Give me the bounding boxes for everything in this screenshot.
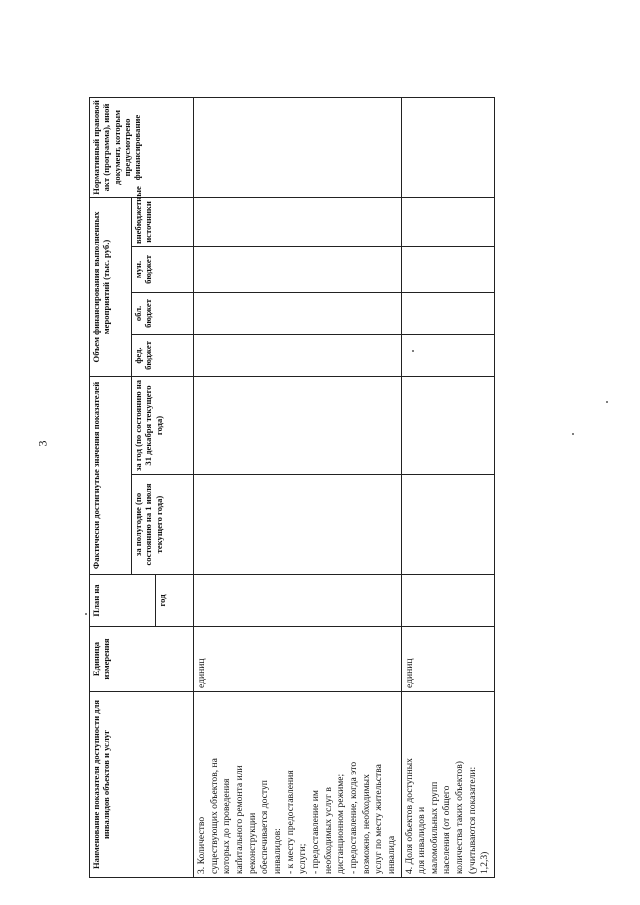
text-line: - предоставление, когда это [347,761,359,874]
rotated-table-wrapper [89,98,491,878]
header-fed: фед. бюджет [132,334,194,376]
text-line: 3. Количество [196,816,207,874]
scan-speck [85,613,87,615]
table-row [401,97,495,877]
plan-cell [194,575,402,627]
header-actual-half: за полугодие (по состоянию на 1 июля текущего года) [132,475,194,575]
indicator-name-cell [401,692,495,878]
obl-cell [401,292,495,334]
scan-speck [606,401,608,403]
page-number: 3 [35,440,50,447]
text-line: - к месту предоставления [284,770,296,874]
text-line: обеспечивается доступ [259,780,271,874]
text-line: инвалида [385,835,397,874]
actual-year-cell [194,376,402,474]
header-finance: Объем финансирования выполненных мероприятий (тыс. руб.) [90,197,132,376]
header-extra: внебюджетные источники [132,197,194,246]
header-actual: Фактически достигнутые значения показателей [90,376,132,574]
text-line: услуги; [297,843,309,874]
header-unit: Единица измерения [90,627,194,692]
text-line: существующих объектов, на [208,758,220,874]
header-plan-year: год [156,575,194,627]
header-actual-year: за год (по состоянию на 31 декабря текущего года) [132,376,194,474]
text-line: количества таких объектов) [454,761,466,874]
mun-cell [194,246,402,292]
text-line: которых до проведения [221,778,233,874]
text-line: реконструкции [246,812,258,874]
extra-cell [194,197,402,246]
fed-cell [194,334,402,376]
plan-cell [401,575,495,627]
text-line: 1,2,3) [479,851,491,874]
text-line: населения (от общего [441,785,453,874]
scan-speck [572,433,574,435]
header-obl: обл. бюджет [132,292,194,334]
text-line: - предоставление им [309,790,321,874]
text-line: инвалидов: [271,828,283,874]
text-line: услуг по месту жительства [373,764,385,874]
text-line: 4. Доля объектов доступных [403,758,415,874]
accessibility-indicators-table [89,97,495,878]
obl-cell [194,292,402,334]
table-row [194,97,402,877]
actual-half-cell [194,475,402,575]
mun-cell [401,246,495,292]
actual-half-cell [401,475,495,575]
indicator-name-cell [194,692,402,878]
extra-cell [401,197,495,246]
text-line: капитального ремонта или [233,765,245,874]
legal-act-cell [194,97,402,197]
text-line: (учитываются показатели: [466,766,478,874]
fed-cell [401,334,495,376]
unit-cell: единиц [194,627,402,692]
header-plan: План на [90,575,156,627]
header-name: Наименование показателя доступности для инвалидов объектов и услуг [90,692,194,878]
unit-cell: единиц [401,627,495,692]
header-mun: мун. бюджет [132,246,194,292]
text-line: дистанционном режиме; [335,773,347,874]
legal-act-cell [401,97,495,197]
actual-year-cell [401,376,495,474]
text-line: возможно, необходимых [360,774,372,874]
text-line: необходимых услуг в [322,787,334,874]
text-line: маломобильных групп [428,781,440,874]
text-line: для инвалидов и [416,806,428,874]
header-legal-act: Нормативный правовой акт (программа), иной документ, которым предусмотрено финансирование [90,97,194,197]
